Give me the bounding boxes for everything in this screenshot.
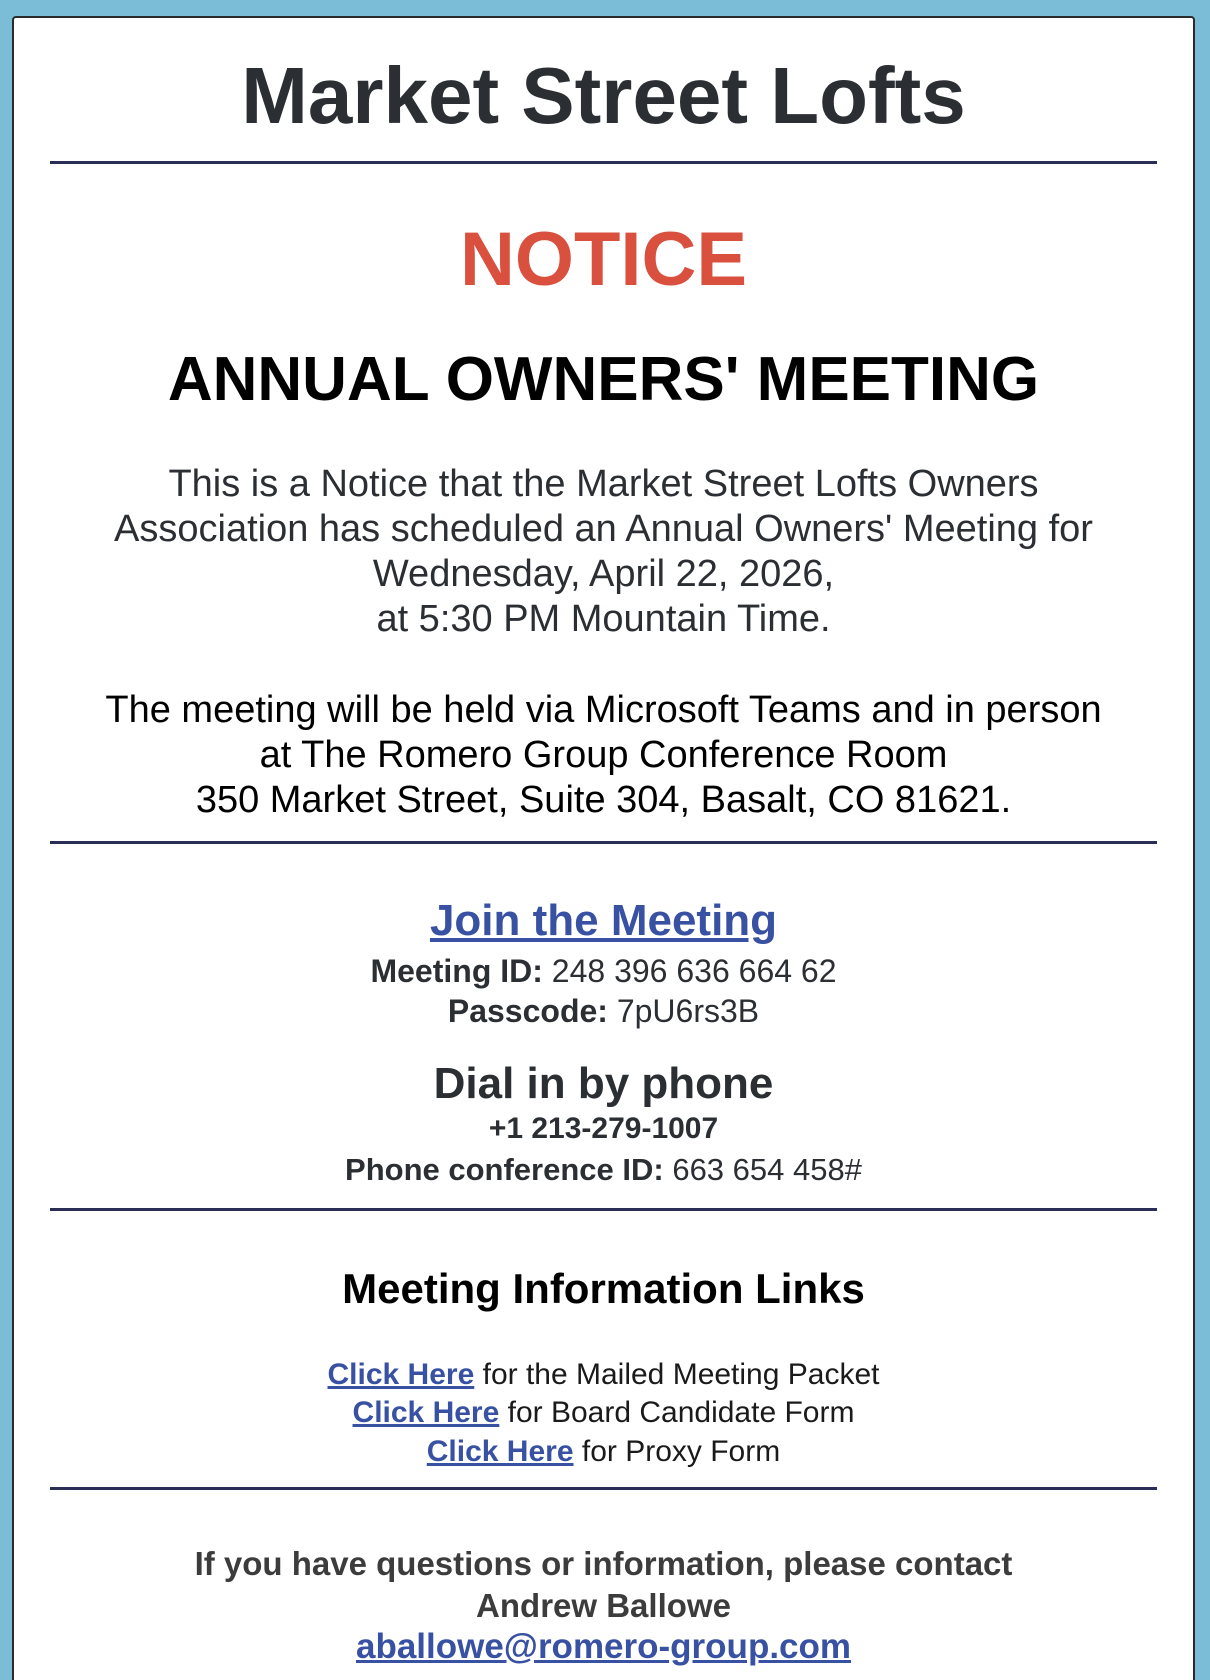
- intro-paragraph: [34, 462, 1173, 642]
- passcode-value: 7pU6rs3B: [616, 993, 760, 1029]
- location-line: at The Romero Group Conference Room: [259, 734, 948, 776]
- meeting-packet-link[interactable]: Click Here: [327, 1358, 475, 1391]
- passcode-label: Passcode:: [447, 993, 608, 1029]
- intro-line: This is a Notice that the Market Street Lofts Owners: [168, 463, 1039, 505]
- meeting-heading: ANNUAL OWNERS' MEETING: [167, 345, 1040, 414]
- meeting-id-label: Meeting ID:: [370, 953, 543, 989]
- contact-text: If you have questions or information, please contact: [194, 1545, 1013, 1582]
- intro-line: at 5:30 PM Mountain Time.: [376, 598, 831, 640]
- phone-number: +1 213-279-1007: [488, 1112, 719, 1145]
- contact-email-link[interactable]: aballowe@romero-group.com: [355, 1627, 852, 1666]
- board-candidate-form-link[interactable]: Click Here: [352, 1396, 500, 1429]
- phone-conference-id-value: 663 654 458#: [672, 1152, 862, 1187]
- divider: [50, 1487, 1157, 1490]
- location-line: 350 Market Street, Suite 304, Basalt, CO 81621.: [195, 779, 1012, 821]
- link-description: for the Mailed Meeting Packet: [482, 1358, 880, 1391]
- notice-label: NOTICE: [459, 217, 748, 302]
- phone-conference-id-line: [14, 1151, 1193, 1188]
- link-item-board-candidate: [14, 1395, 1193, 1431]
- passcode-line: [14, 992, 1193, 1030]
- link-description: for Proxy Form: [581, 1435, 781, 1468]
- divider: [50, 1208, 1157, 1211]
- phone-conference-id-label: Phone conference ID:: [345, 1152, 664, 1187]
- links-heading: Meeting Information Links: [342, 1265, 865, 1312]
- intro-line: Wednesday, April 22, 2026,: [372, 553, 835, 595]
- contact-name: Andrew Ballowe: [476, 1587, 731, 1624]
- link-description: for Board Candidate Form: [507, 1396, 855, 1429]
- proxy-form-link[interactable]: Click Here: [426, 1435, 574, 1468]
- intro-line: Association has scheduled an Annual Owners' Meeting for: [114, 508, 1093, 550]
- divider: [50, 161, 1157, 164]
- page-title: Market Street Lofts: [241, 51, 966, 140]
- contact-block: [14, 1543, 1193, 1627]
- meeting-id-line: [14, 952, 1193, 990]
- dial-in-heading: Dial in by phone: [433, 1059, 774, 1108]
- link-item-meeting-packet: [14, 1357, 1193, 1393]
- link-item-proxy: [14, 1434, 1193, 1470]
- location-paragraph: [34, 688, 1173, 823]
- join-meeting-link[interactable]: Join the Meeting: [429, 896, 778, 945]
- location-line: The meeting will be held via Microsoft Teams and in person: [105, 689, 1102, 731]
- notice-card: [12, 16, 1195, 1680]
- meeting-id-value: 248 396 636 664 62: [551, 953, 837, 989]
- divider: [50, 841, 1157, 844]
